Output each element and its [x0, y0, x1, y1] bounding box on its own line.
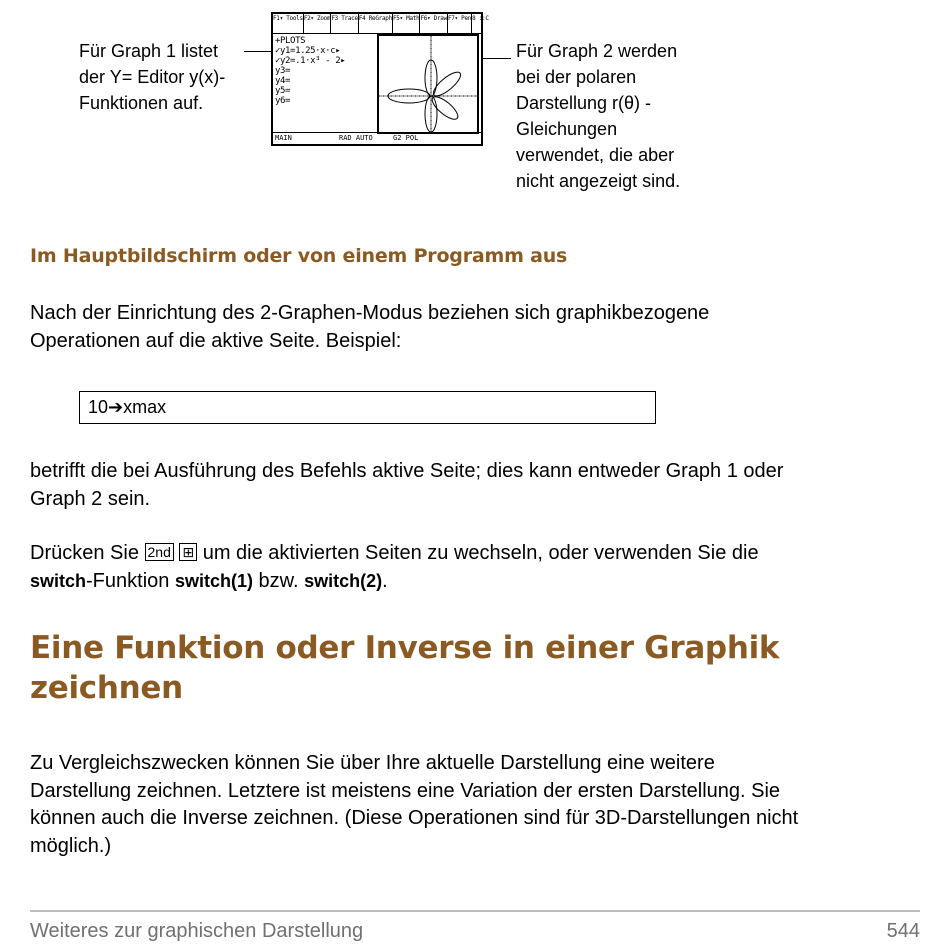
calculator-toolbar [273, 14, 489, 34]
paragraph-line: können auch die Inverse zeichnen. (Diese Operationen sind für 3D-Darstellungen nicht [30, 807, 799, 829]
section-heading [30, 628, 779, 708]
paragraph-line [30, 539, 759, 567]
right-caption [516, 38, 680, 194]
editor-line: y3= [275, 66, 291, 76]
func-name: switch [30, 571, 87, 591]
paragraph-line: Darstellung zeichnen. Letztere ist meistens eine Variation der ersten Darstellung. Sie [30, 779, 781, 802]
editor-line: +PLOTS [275, 36, 306, 46]
paragraph-active-page [30, 457, 783, 513]
editor-line: y5= [275, 86, 291, 96]
toolbar-key-f6: F6▾ Draw [420, 14, 448, 33]
page-number: 544 [886, 920, 920, 942]
status-graph: G2 POL [393, 134, 419, 142]
paragraph-line [30, 567, 759, 595]
code-example-box [79, 391, 656, 424]
toolbar-key-f7: F7▾ Pen [448, 14, 472, 33]
right-caption-line: verwendet, die aber [516, 145, 675, 165]
status-mode: MAIN [275, 134, 292, 142]
calculator-status-bar [273, 132, 481, 144]
func-switch2: switch(2) [304, 571, 383, 591]
subheading: Im Hauptbildschirm oder von einem Programm aus [30, 245, 568, 267]
func-switch1: switch(1) [174, 571, 253, 591]
text-run: . [382, 570, 388, 592]
paragraph-intro [30, 299, 709, 355]
toolbar-key-f3: F3 Trace [331, 14, 359, 33]
heading-line: Eine Funktion oder Inverse in einer Graphik [30, 630, 780, 666]
paragraph-line: Graph 2 sein. [30, 488, 151, 510]
toolbar-key-f1: F1▾ Tools [273, 14, 304, 33]
heading-line: zeichnen [30, 670, 183, 706]
rose-curve-plot [379, 36, 477, 132]
right-caption-line: bei der polaren [516, 67, 637, 87]
editor-line: ✓y1=1.25·x·c▸ [275, 46, 341, 56]
paragraph-compare [30, 750, 798, 860]
left-caption [79, 38, 225, 116]
toolbar-key-f5: F5▾ Math [393, 14, 421, 33]
polar-graph [377, 34, 479, 134]
paragraph-line: betrifft die bei Ausführung des Befehls aktive Seite; dies kann entweder Graph 1 oder [30, 460, 784, 482]
paragraph-line: möglich.) [30, 834, 112, 857]
status-angle: RAD AUTO [339, 134, 373, 142]
text-run: bzw. [252, 570, 305, 592]
right-caption-line: Gleichungen [516, 119, 618, 139]
editor-line: ✓y2=.1·x³ - 2▸ [275, 56, 346, 66]
right-caption-line: Darstellung r(θ) - [516, 93, 652, 113]
footer-divider [30, 910, 920, 912]
footer-title: Weiteres zur graphischen Darstellung [30, 920, 364, 942]
text-run: -Funktion [86, 570, 175, 592]
toolbar-key-f8: 8 ::C [472, 15, 489, 22]
text-run: um die aktivierten Seiten zu wechseln, oder verwenden Sie die [197, 542, 759, 564]
left-caption-line: der Y= Editor y(x)- [79, 67, 226, 87]
editor-line: y6= [275, 96, 291, 106]
paragraph-line: Zu Vergleichszwecken können Sie über Ihre aktuelle Darstellung eine weitere [30, 752, 715, 774]
left-caption-line: Für Graph 1 listet [79, 41, 219, 61]
right-caption-line: nicht angezeigt sind. [516, 171, 681, 191]
y-editor [275, 36, 377, 136]
left-caption-line: Funktionen auf. [79, 93, 204, 113]
split-screen-key-icon: ⊞ [179, 543, 197, 561]
right-leader-line [483, 58, 511, 59]
editor-line: y4= [275, 76, 291, 86]
code-example: 10➔xmax [88, 397, 167, 417]
right-caption-line: Für Graph 2 werden [516, 41, 678, 61]
toolbar-key-f4: F4 ReGraph [359, 14, 393, 33]
key-2nd: 2nd [145, 543, 174, 561]
paragraph-line: Nach der Einrichtung des 2-Graphen-Modus beziehen sich graphikbezogene [30, 302, 710, 324]
toolbar-key-f2: F2▾ Zoom [304, 14, 332, 33]
text-run: Drücken Sie [30, 542, 145, 564]
paragraph-line: Operationen auf die aktive Seite. Beispiel: [30, 330, 402, 352]
calculator-screenshot [271, 12, 489, 146]
paragraph-switch [30, 539, 759, 595]
